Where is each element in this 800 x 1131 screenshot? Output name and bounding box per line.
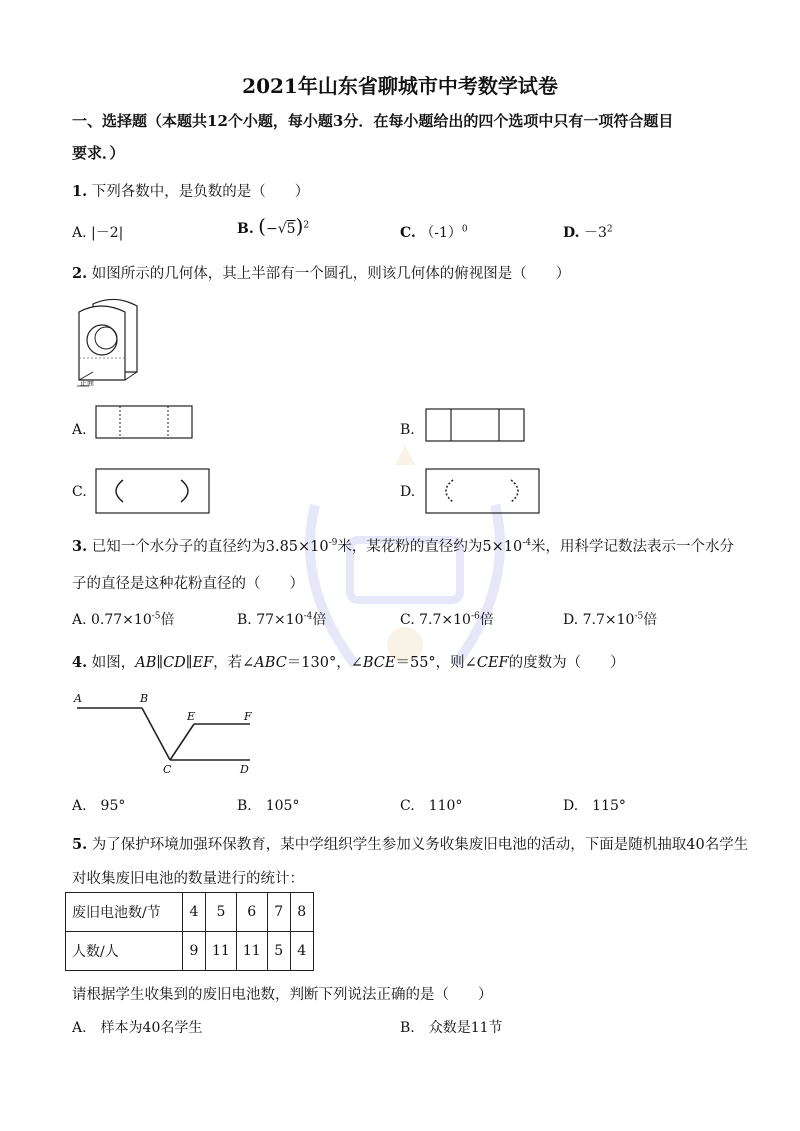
option-d-text: D. 7.7×10 <box>563 612 635 628</box>
question-3-text-a: 已知一个水分子的直径约为3.85×10 <box>91 539 329 555</box>
table-cell: 5 <box>206 893 237 932</box>
q4-text-e: 的度数为（ ） <box>508 655 625 671</box>
option-d-base: －3 <box>583 225 607 241</box>
question-2-number: 2. <box>72 265 88 282</box>
question-3-text-b: 米，某花粉的直径约为5×10 <box>337 539 523 555</box>
question-5-number: 5. <box>72 836 88 853</box>
question-3-exp1: -9 <box>328 538 338 549</box>
question-5-option-a: A. 样本为40名学生 <box>72 1020 203 1036</box>
question-1-stem <box>72 180 309 201</box>
table-cell: 6 <box>236 893 267 932</box>
question-3-line1 <box>72 535 734 556</box>
option-d-exponent: 2 <box>606 224 613 235</box>
option-c-label: C. <box>400 225 416 241</box>
question-3-number: 3. <box>72 538 88 555</box>
question-3-text-c: 米，用科学记数法表示一个水分 <box>531 539 735 555</box>
q4-text-abc: ABC <box>254 655 287 671</box>
table-row <box>66 932 314 971</box>
question-1-option-c <box>400 222 468 242</box>
question-1-option-a: A. |－2| <box>72 225 124 241</box>
q4-text-b: ，若∠ <box>213 655 255 671</box>
question-1-option-d <box>563 222 613 242</box>
question-2-text: 如图所示的几何体，其上半部有一个圆孔，则该几何体的俯视图是（ ） <box>91 266 571 282</box>
option-c-base: （-1） <box>420 225 462 241</box>
table-cell: 5 <box>267 932 290 971</box>
sqrt-radicand: 5 <box>286 221 296 237</box>
question-3-option-b <box>237 609 326 629</box>
option-c-tail: 倍 <box>479 612 494 628</box>
q4-text-parallel: AB∥CD∥EF <box>135 655 214 671</box>
table-header-cell: 废旧电池数/节 <box>66 893 183 932</box>
option-b-label: B. <box>237 221 254 237</box>
option-c-text: C. 7.7×10 <box>400 612 471 628</box>
table-cell: 11 <box>206 932 237 971</box>
point-label-d: D <box>240 763 249 776</box>
question-2-option-c-label: C. <box>72 484 87 500</box>
option-b-exponent: 2 <box>303 220 310 231</box>
question-1-text: 下列各数中，是负数的是（ ） <box>91 184 310 200</box>
section-heading-line1: 一、选择题（本题共12个小题，每小题3分．在每小题给出的四个选项中只有一项符合题目 <box>72 112 674 130</box>
table-row <box>66 893 314 932</box>
point-label-a: A <box>74 692 82 705</box>
point-label-e: E <box>187 710 196 723</box>
question-3-line2: 子的直径是这种花粉直径的（ ） <box>72 576 304 592</box>
question-2-option-a-label: A. <box>72 422 87 438</box>
q4-text-c: ＝130°，∠ <box>286 655 363 671</box>
option-d-exp: -5 <box>634 611 644 622</box>
q4-text-cef: CEF <box>476 655 509 671</box>
question-1-number: 1. <box>72 183 88 200</box>
question-4-option-a: A. 95° <box>72 798 126 814</box>
question-5-option-b: B. 众数是11节 <box>400 1020 503 1036</box>
question-1-option-b: B. $(-√5)^2$ <box>237 214 310 238</box>
question-4-stem <box>72 651 625 672</box>
question-2-option-b-label: B. <box>400 422 415 438</box>
question-2-option-d-figure <box>425 468 540 514</box>
option-b-exp: -4 <box>303 611 313 622</box>
question-5-line2: 对收集废旧电池的数量进行的统计： <box>72 871 304 887</box>
table-cell: 4 <box>183 893 206 932</box>
question-2-option-b-figure <box>425 408 525 442</box>
question-4-option-c: C. 110° <box>400 798 463 814</box>
table-cell: 11 <box>236 932 267 971</box>
question-4-option-d: D. 115° <box>563 798 626 814</box>
question-3-exp2: -4 <box>522 538 532 549</box>
option-b-text: B. 77×10 <box>237 612 304 628</box>
option-d-label: D. <box>563 225 580 241</box>
option-d-tail: 倍 <box>643 612 658 628</box>
battery-stats-table <box>65 892 314 971</box>
table-cell: 4 <box>290 932 313 971</box>
question-5-text: 为了保护环境加强环保教育，某中学组织学生参加义务收集废旧电池的活动，下面是随机抽取40名学生 <box>91 837 749 853</box>
section-heading-line2: 要求．） <box>72 144 125 162</box>
point-label-b: B <box>140 692 149 705</box>
question-2-solid-figure <box>75 298 155 390</box>
option-c-exponent: 0 <box>461 224 468 235</box>
q4-text-a: 如图， <box>91 655 136 671</box>
option-b-tail: 倍 <box>312 612 327 628</box>
table-header-cell: 人数/人 <box>66 932 183 971</box>
option-a-text: A. 0.77×10 <box>72 612 152 628</box>
question-5-prompt: 请根据学生收集到的废旧电池数，判断下列说法正确的是（ ） <box>72 987 493 1003</box>
point-label-c: C <box>163 763 172 776</box>
table-cell: 7 <box>267 893 290 932</box>
q4-text-bce: BCE <box>362 655 396 671</box>
option-a-tail: 倍 <box>160 612 175 628</box>
question-2-option-a-figure <box>95 405 193 439</box>
front-view-label: 正面 <box>80 379 94 387</box>
question-3-option-a <box>72 609 175 629</box>
q4-text-d: ＝55°，则∠ <box>395 655 477 671</box>
question-4-option-b: B. 105° <box>237 798 300 814</box>
option-a-exp: -5 <box>151 611 161 622</box>
table-cell: 8 <box>290 893 313 932</box>
question-3-option-c <box>400 609 494 629</box>
option-c-exp: -6 <box>470 611 480 622</box>
question-2-option-c-figure <box>95 468 210 514</box>
point-label-f: F <box>244 710 252 723</box>
question-5-line1 <box>72 833 748 854</box>
question-4-number: 4. <box>72 654 88 671</box>
question-2-stem <box>72 262 570 283</box>
question-2-option-d-label: D. <box>400 484 416 500</box>
question-3-option-d <box>563 609 657 629</box>
table-cell: 9 <box>183 932 206 971</box>
question-4-diagram <box>72 690 272 780</box>
page-title: 2021年山东省聊城市中考数学试卷 <box>242 74 558 98</box>
